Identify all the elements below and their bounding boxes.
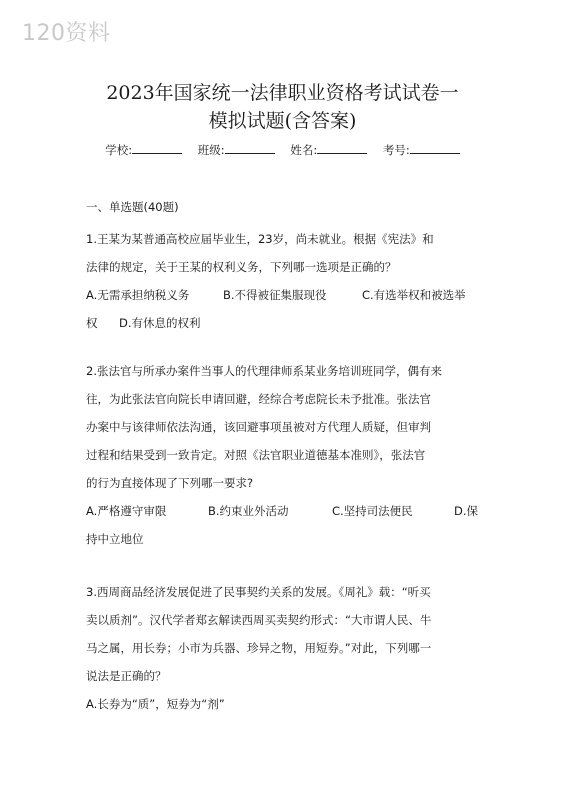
section-heading: 一、单选题(40题) <box>86 200 179 214</box>
name-blank[interactable] <box>317 143 367 154</box>
question-3-line-4: 说法是正确的？ <box>86 669 167 683</box>
question-1-option-c[interactable]: C.有选举权和被选举 <box>362 288 466 302</box>
question-2-options-row-2 <box>86 525 486 553</box>
question-3 <box>86 578 486 718</box>
name-field <box>290 143 367 157</box>
question-1-option-c-continued[interactable]: 权 <box>86 316 98 330</box>
question-2-option-a[interactable]: A.严格遵守审限 <box>86 504 167 518</box>
document-title-line-1: 2023年国家统一法律职业资格考试试卷一 <box>106 82 459 104</box>
question-2-option-d[interactable]: D.保 <box>454 504 479 518</box>
student-info-line <box>0 142 565 158</box>
question-1-line-2: 法律的规定，关于王某的权利义务，下列哪一选项是正确的？ <box>86 260 397 274</box>
class-blank[interactable] <box>225 143 275 154</box>
question-2-line-3: 办案中与该律师依法沟通，该回避事项虽被对方代理人质疑，但审判 <box>86 420 431 434</box>
exam-number-field <box>383 143 460 157</box>
question-2 <box>86 357 486 553</box>
question-2-line-4: 过程和结果受到一致肯定。对照《法官职业道德基本准则》，张法官 <box>86 448 426 462</box>
question-2-options-row-1 <box>86 497 486 525</box>
question-2-line-2: 往，为此张法官向院长申请回避，经综合考虑院长未予批准。张法官 <box>86 392 431 406</box>
exam-number-blank[interactable] <box>410 143 460 154</box>
question-3-line-3: 马之属，用长券；小市为兵器、珍异之物，用短券。”对此，下列哪一 <box>86 641 432 655</box>
question-3-line-1: 3.西周商品经济发展促进了民事契约关系的发展。《周礼》载：“听买 <box>86 585 431 599</box>
question-2-option-d-continued[interactable]: 持中立地位 <box>86 532 144 546</box>
document-title-line-2: 模拟试题(含答案) <box>208 110 357 132</box>
question-1 <box>86 225 486 337</box>
question-3-line-2: 卖以质剂”。汉代学者郑玄解读西周买卖契约形式：“大市谓人民、牛 <box>86 613 432 627</box>
school-blank[interactable] <box>132 143 182 154</box>
question-1-options-row-1 <box>86 281 486 309</box>
question-2-option-b[interactable]: B.约束业外活动 <box>208 504 289 518</box>
question-3-options-row-1 <box>86 690 486 718</box>
question-1-option-b[interactable]: B.不得被征集服现役 <box>223 288 327 302</box>
question-1-option-d[interactable]: D.有休息的权利 <box>119 316 201 330</box>
name-label: 姓名: <box>290 143 318 157</box>
class-field <box>198 143 275 157</box>
question-1-option-a[interactable]: A.无需承担纳税义务 <box>86 288 190 302</box>
school-label: 学校: <box>105 143 133 157</box>
question-2-option-c[interactable]: C.坚持司法便民 <box>332 504 413 518</box>
school-field <box>105 143 182 157</box>
question-1-options-row-2 <box>86 309 486 337</box>
watermark-logo: 120资料 <box>22 21 111 46</box>
class-label: 班级: <box>197 143 225 157</box>
exam-number-label: 考号: <box>382 143 410 157</box>
question-2-line-1: 2.张法官与所承办案件当事人的代理律师系某业务培训班同学，偶有来 <box>86 364 442 378</box>
question-1-line-1: 1.王某为某普通高校应届毕业生，23岁，尚未就业。根据《宪法》和 <box>86 232 434 246</box>
question-2-line-5: 的行为直接体现了下列哪一要求? <box>86 476 254 490</box>
question-3-option-a[interactable]: A.长券为“质”，短券为“剂” <box>86 697 225 711</box>
